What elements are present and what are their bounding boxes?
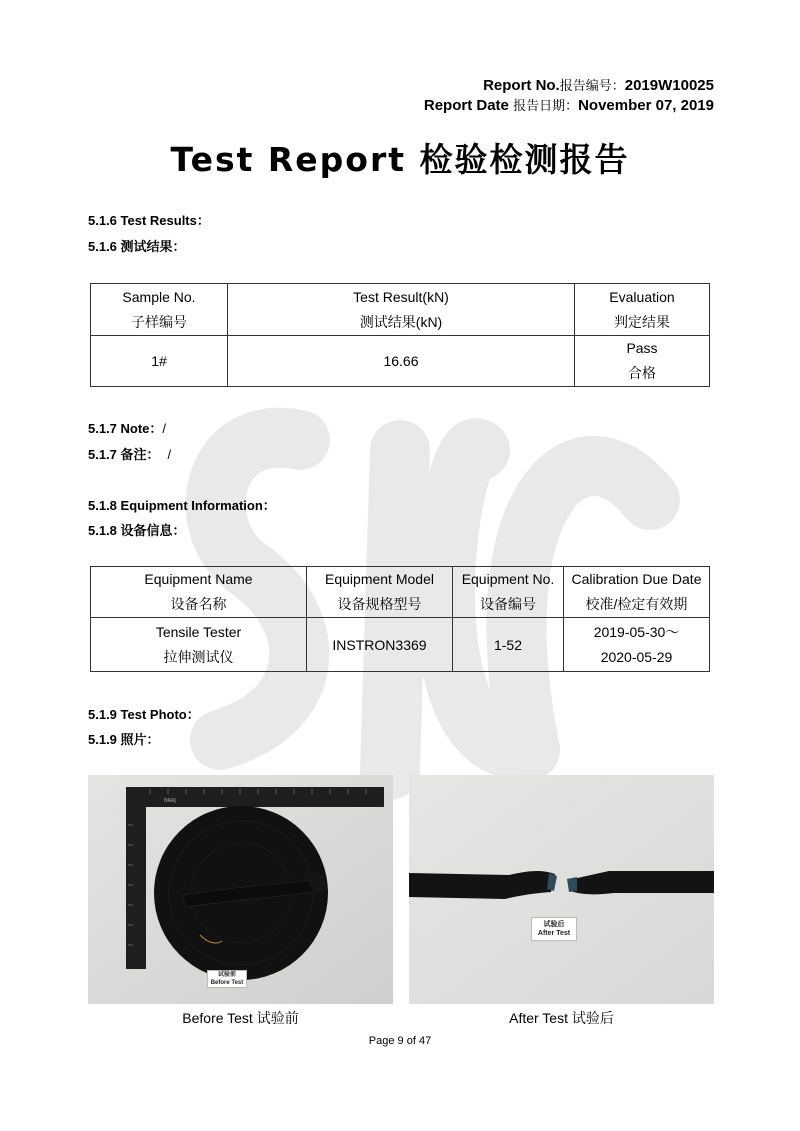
after-test-caption: After Test 试验后 [509, 1010, 614, 1026]
report-date [424, 96, 714, 116]
after-test-photo [409, 775, 714, 1004]
column-header-cn: 设备规格型号 [337, 596, 422, 612]
column-header-en: Calibration Due Date [571, 571, 702, 587]
after-test-image [409, 775, 714, 1004]
calibration-date-cell [564, 618, 710, 672]
results-table-header [91, 284, 710, 336]
calibration-date-from: 2019-05-30～ [593, 623, 680, 640]
photo-heading-cn: 5.1.9 照片： [88, 732, 160, 747]
equipment-name-cell [91, 618, 307, 672]
equipment-name-en: Tensile Tester [155, 623, 242, 640]
column-header-cn: 子样编号 [131, 313, 187, 330]
note-cn [88, 446, 171, 464]
column-header-en: Equipment Model [325, 571, 434, 587]
note-value-cn: / [167, 447, 172, 462]
equipment-table [90, 566, 710, 672]
report-number-label: Report No. [483, 77, 560, 94]
table-row [91, 336, 710, 387]
column-header [453, 567, 564, 618]
evaluation-cn: 合格 [628, 365, 656, 381]
report-date-value: November 07, 2019 [578, 97, 714, 114]
column-header-en: Sample No. [122, 288, 196, 305]
report-number-value: 2019W10025 [624, 77, 714, 94]
after-test-tag-cn: 试验后 [543, 921, 565, 928]
column-header-en: Evaluation [609, 288, 675, 305]
results-heading-en: 5.1.6 Test Results： [88, 213, 210, 228]
report-number-label-cn: 报告编号： [559, 78, 625, 93]
equipment-heading-en: 5.1.8 Equipment Information： [88, 498, 276, 513]
evaluation-en: Pass [626, 340, 658, 356]
column-header [564, 567, 710, 618]
photo-heading-en: 5.1.9 Test Photo： [88, 707, 200, 722]
report-number [483, 76, 714, 96]
equipment-model-cell: INSTRON3369 [307, 618, 453, 672]
equipment-table-header [91, 567, 710, 618]
results-heading-cn: 5.1.6 测试结果： [88, 239, 186, 254]
sample-number-cell: 1# [91, 336, 228, 387]
equipment-number-cell: 1-52 [453, 618, 564, 672]
column-header [228, 284, 575, 336]
note-en [88, 420, 166, 438]
test-result-cell: 16.66 [228, 336, 575, 387]
page-number: Page 9 of 47 [368, 1035, 432, 1047]
column-header-en: Test Result(kN) [353, 288, 449, 305]
before-test-photo [88, 775, 393, 1004]
report-date-label: Report Date [423, 97, 514, 114]
column-header [307, 567, 453, 618]
column-header-cn: 判定结果 [614, 313, 670, 330]
ruler-label: NRAJ [164, 798, 176, 804]
before-test-tag-en: Before Test [210, 980, 244, 986]
before-test-tag-cn: 试验前 [217, 972, 236, 978]
equipment-heading-cn: 5.1.8 设备信息： [88, 523, 186, 538]
note-heading-en: 5.1.7 Note： [88, 421, 163, 436]
column-header [91, 567, 307, 618]
column-header-en: Equipment Name [144, 571, 253, 587]
column-header-en: Equipment No. [461, 571, 555, 587]
column-header-cn: 设备编号 [480, 596, 536, 612]
page-title: Test Report 检验检测报告 [170, 140, 630, 179]
report-date-label-cn: 报告日期： [513, 98, 579, 113]
calibration-date-to: 2020-05-29 [600, 648, 673, 665]
before-test-tag [207, 970, 247, 988]
after-test-tag-en: After Test [537, 930, 571, 937]
note-value-en: / [162, 421, 167, 436]
before-test-caption: Before Test 试验前 [182, 1010, 299, 1026]
column-header [575, 284, 710, 336]
evaluation-cell [575, 336, 710, 387]
note-heading-cn: 5.1.7 备注： [88, 447, 160, 462]
results-table [90, 283, 710, 387]
column-header-cn: 测试结果(kN) [359, 313, 443, 330]
column-header-cn: 设备名称 [170, 596, 227, 612]
equipment-name-cn: 拉伸测试仪 [163, 648, 234, 665]
column-header-cn: 校准/检定有效期 [585, 596, 688, 612]
column-header [91, 284, 228, 336]
table-row [91, 618, 710, 672]
after-test-tag [531, 917, 577, 941]
